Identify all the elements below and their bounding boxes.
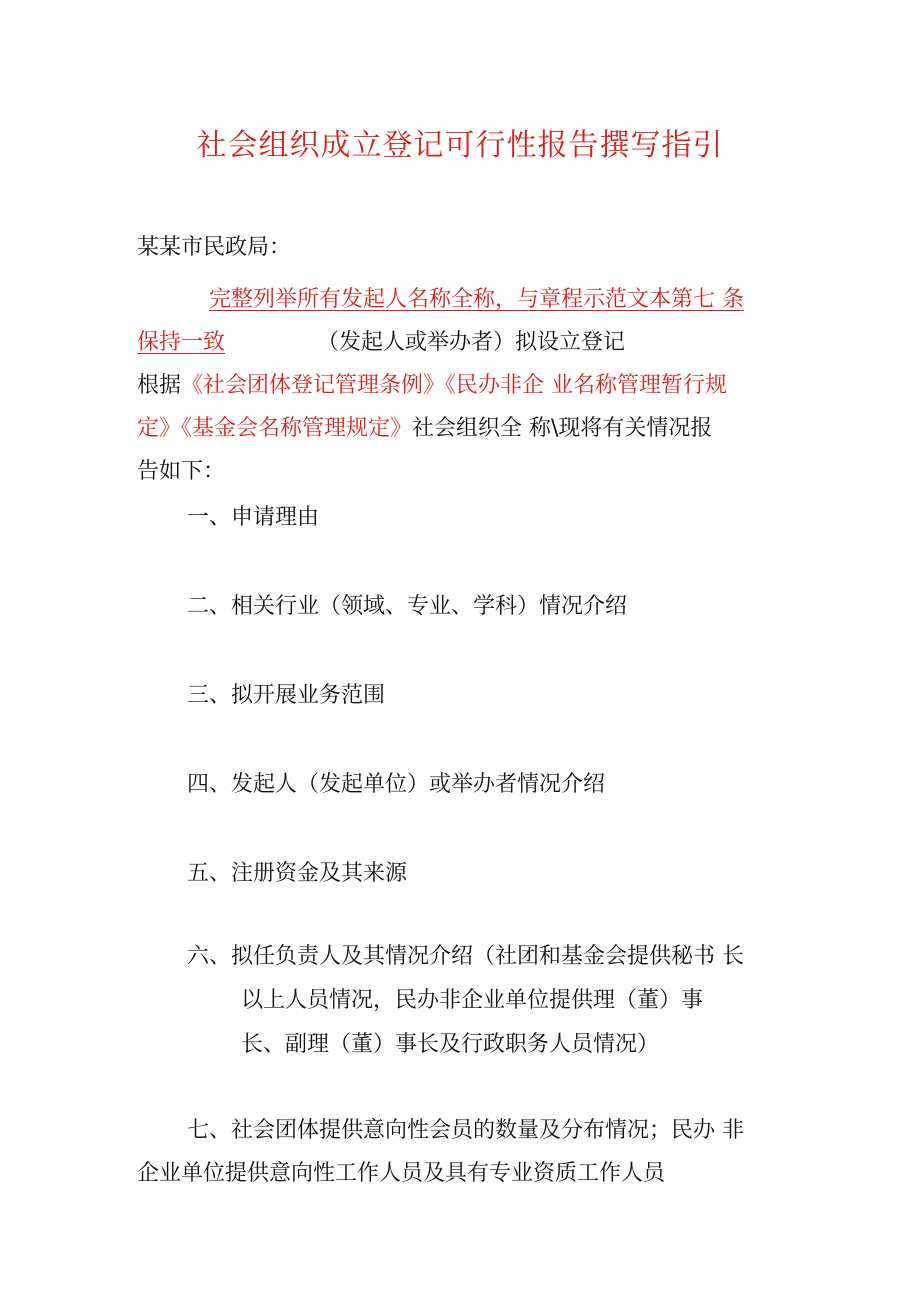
intro-line-2-text: （发起人或举办者）拟设立登记 bbox=[317, 330, 626, 355]
document-title: 社会组织成立登记可行性报告撰写指引 bbox=[196, 128, 724, 163]
intro-line-4-text: 社会组织全 称\现将有关情况报 bbox=[412, 416, 713, 441]
intro-line-3-highlight: 《社会团体登记管理条例》《民办非企 业名称管理暂行规 bbox=[181, 373, 728, 398]
section-4: 四、发起人（发起单位）或举办者情况介绍 bbox=[187, 772, 606, 797]
section-6-line-3: 长、副理（董）事长及行政职务人员情况） bbox=[241, 1032, 660, 1057]
section-6-line-1: 六、拟任负责人及其情况介绍（社团和基金会提供秘书 长 bbox=[187, 944, 744, 969]
intro-line-4-highlight: 定》《基金会名称管理规定》 bbox=[137, 416, 413, 441]
salutation: 某某市民政局： bbox=[137, 235, 292, 260]
intro-line-3-text: 根据 bbox=[137, 373, 182, 398]
section-3: 三、拟开展业务范围 bbox=[187, 683, 386, 708]
intro-line-4 bbox=[137, 414, 712, 444]
section-2: 二、相关行业（领域、专业、学科）情况介绍 bbox=[187, 594, 628, 619]
section-1: 一、申请理由 bbox=[187, 505, 320, 530]
intro-line-5: 告如下： bbox=[137, 459, 226, 484]
intro-line-1: 完整列举所有发起人名称全称，与章程示范文本第七 条 bbox=[209, 287, 744, 312]
intro-line-3 bbox=[137, 371, 727, 401]
section-6-line-2: 以上人员情况，民办非企业单位提供理（董）事 bbox=[241, 988, 704, 1013]
intro-line-2-highlight: 保持一致 bbox=[137, 330, 226, 355]
section-7-line-1: 七、社会团体提供意向性会员的数量及分布情况；民办 非 bbox=[187, 1118, 744, 1143]
section-5: 五、注册资金及其来源 bbox=[187, 861, 408, 886]
section-7-line-2: 企业单位提供意向性工作人员及具有专业资质工作人员 bbox=[137, 1161, 666, 1186]
